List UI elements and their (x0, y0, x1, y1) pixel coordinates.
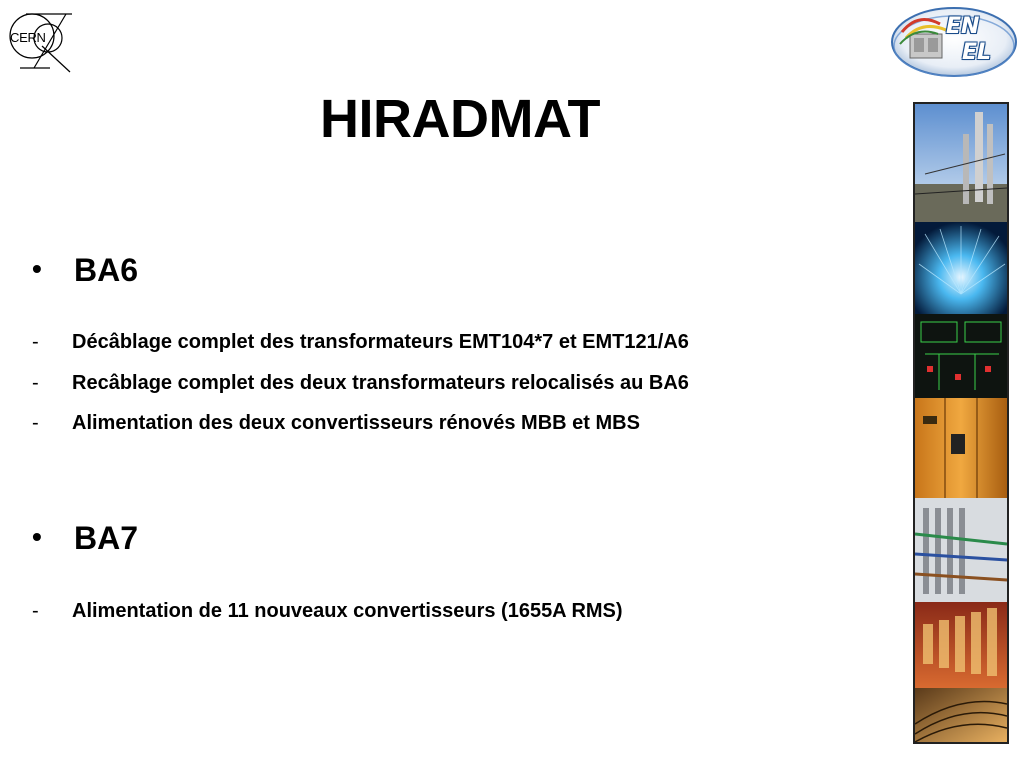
en-el-logo-text-top: EN (946, 14, 980, 39)
photo-strip (913, 102, 1009, 744)
section-heading-text: BA6 (74, 252, 139, 288)
list-item (32, 331, 689, 354)
list-item (32, 600, 623, 623)
section-heading-ba7 (32, 520, 138, 557)
dash-marker: - (32, 372, 39, 394)
list-item-text: Alimentation de 11 nouveaux convertisseurs (1655A RMS) (72, 600, 623, 622)
list-item (32, 412, 640, 435)
dash-marker: - (32, 331, 39, 353)
list-item-text: Décâblage complet des transformateurs EMT104*7 et EMT121/A6 (72, 331, 689, 353)
cern-logo (6, 8, 76, 74)
list-item-text: Alimentation des deux convertisseurs rénovés MBB et MBS (72, 412, 640, 434)
bullet-icon: • (32, 253, 42, 284)
cern-logo-text: CERN (10, 30, 46, 45)
en-el-logo-text-bottom: EL (962, 40, 992, 65)
list-item (32, 372, 689, 395)
en-el-logo (888, 4, 1020, 82)
list-item-text: Recâblage complet des deux transformateurs relocalisés au BA6 (72, 372, 689, 394)
section-heading-ba6 (32, 252, 138, 289)
bullet-icon: • (32, 521, 42, 552)
section-heading-text: BA7 (74, 520, 139, 556)
photo-strip-graphic (915, 104, 1007, 742)
photo-control-screen (915, 314, 1007, 398)
slide-title: HIRADMAT (320, 89, 600, 149)
dash-marker: - (32, 412, 39, 434)
dash-marker: - (32, 600, 39, 622)
